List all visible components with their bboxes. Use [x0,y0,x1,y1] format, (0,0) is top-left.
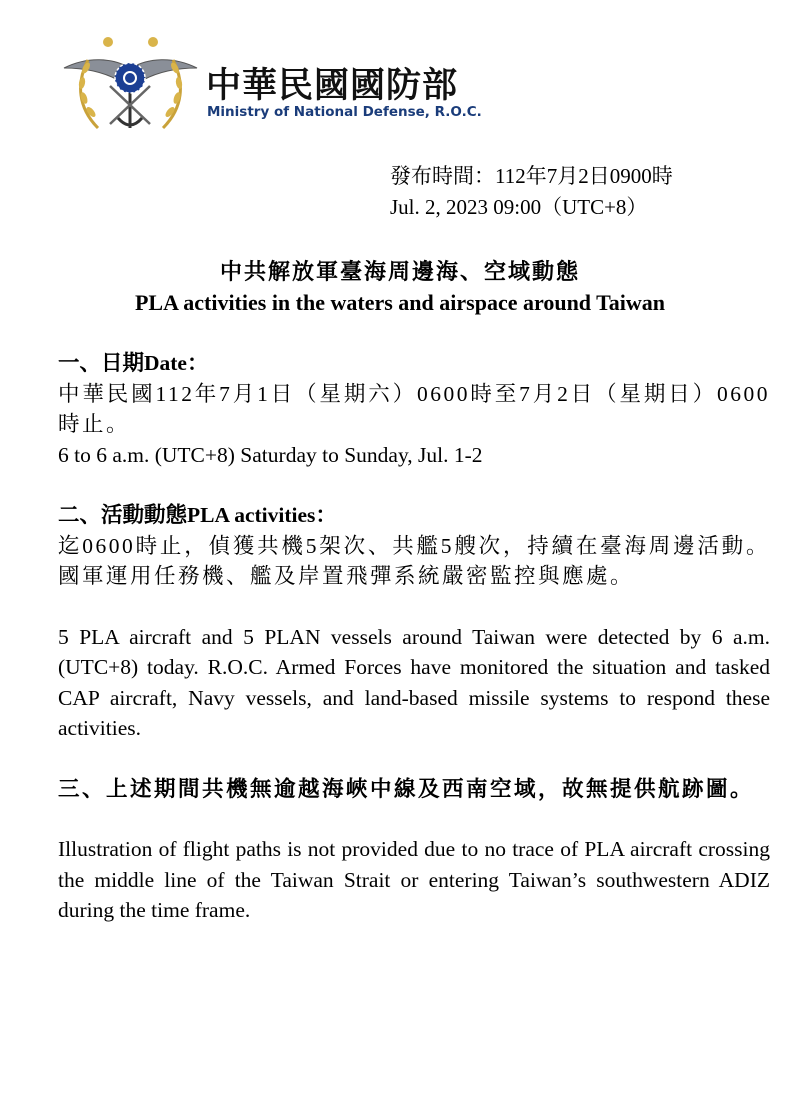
org-name-en: Ministry of National Defense, R.O.C. [207,104,482,120]
document-title [40,256,760,318]
spacer [58,804,770,834]
section-flight-paths-heading: 三、上述期間共機無逾越海峽中線及西南空域，故無提供航跡圖。 [58,776,755,801]
title-cn: 中共解放軍臺海周邊海、空域動態 [219,259,580,284]
section-date-en: 6 to 6 a.m. (UTC+8) Saturday to Sunday, Jul. 1-2 [58,442,483,467]
spacer [58,744,770,774]
org-name-cn: 中華民國國防部 [206,66,459,106]
release-time-en: Jul. 2, 2023 09:00（UTC+8） [390,195,648,219]
release-time-block [390,161,673,223]
mnd-emblem-icon [58,28,203,138]
title-en: PLA activities in the waters and airspace around Taiwan [134,290,666,315]
section-flight-paths-en: Illustration of flight paths is not provided due to no trace of PLA aircraft crossing the middle line of the Taiwan Strait or entering Taiwan’s southwestern ADIZ during the time frame. [58,837,770,922]
section-activities-cn: 迄0600時止，偵獲共機5架次、共艦5艘次，持續在臺海周邊活動。國軍運用任務機、艦及岸置飛彈系統嚴密監控與應處。 [58,533,770,588]
section-date-heading: 一、日期Date： [58,351,209,375]
section-date-cn: 中華民國112年7月1日（星期六）0600時至7月2日（星期日）0600時止。 [58,381,770,436]
section-activities-heading: 二、活動動態PLA activities： [58,503,337,527]
spacer [58,470,770,500]
release-time-cn: 發布時間：112年7月2日0900時 [390,164,673,188]
document-body [58,348,770,926]
spacer [58,592,770,622]
section-activities-en: 5 PLA aircraft and 5 PLAN vessels around Taiwan were detected by 6 a.m.(UTC+8) today. R.O.C. Armed Forces have monitored the situation and tasked CAP aircraft, Navy vessels, and land-based missile systems to respond these activities. [58,624,770,740]
letterhead [58,28,518,138]
